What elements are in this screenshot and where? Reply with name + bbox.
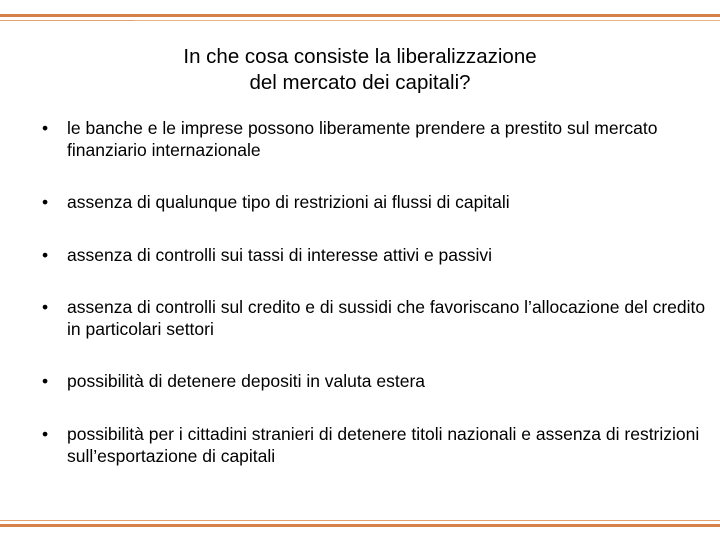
- bullet-dot: •: [42, 192, 49, 212]
- top-thin-line-left: [0, 20, 134, 21]
- slide-title: [60, 44, 660, 96]
- bullet-item: [42, 370, 707, 392]
- bullet-text: possibilità di detenere depositi in valuta estera: [67, 371, 425, 391]
- top-thick-line: [0, 14, 720, 17]
- bullet-dot: •: [42, 297, 49, 317]
- bullet-text: possibilità per i cittadini stranieri di detenere titoli nazionali e assenza di restrizioni sull’esportazione di capitali: [67, 424, 700, 466]
- bullet-item: [42, 296, 707, 340]
- slide-title-line-1: In che cosa consiste la liberalizzazione: [183, 45, 537, 68]
- bullet-text: assenza di controlli sui tassi di interesse attivi e passivi: [67, 245, 493, 265]
- bullet-item: [42, 244, 707, 266]
- bullet-item: [42, 117, 707, 161]
- bullet-dot: •: [42, 245, 49, 265]
- bottom-thin-line: [0, 520, 720, 521]
- bullet-text: assenza di qualunque tipo di restrizioni ai flussi di capitali: [67, 192, 510, 212]
- bullet-dot: •: [42, 371, 49, 391]
- top-thin-line-right: [134, 20, 720, 21]
- bullet-dot: •: [42, 424, 49, 444]
- bullet-text: le banche e le imprese possono liberamente prendere a prestito sul mercato finanziario internazionale: [67, 118, 658, 160]
- bullet-text: assenza di controlli sul credito e di sussidi che favoriscano l’allocazione del credito in particolari settori: [67, 297, 706, 339]
- bottom-thick-line: [0, 524, 720, 527]
- bullet-item: [42, 423, 707, 467]
- bullet-dot: •: [42, 118, 49, 138]
- slide-title-line-2: del mercato dei capitali?: [249, 71, 471, 94]
- bullet-item: [42, 191, 707, 213]
